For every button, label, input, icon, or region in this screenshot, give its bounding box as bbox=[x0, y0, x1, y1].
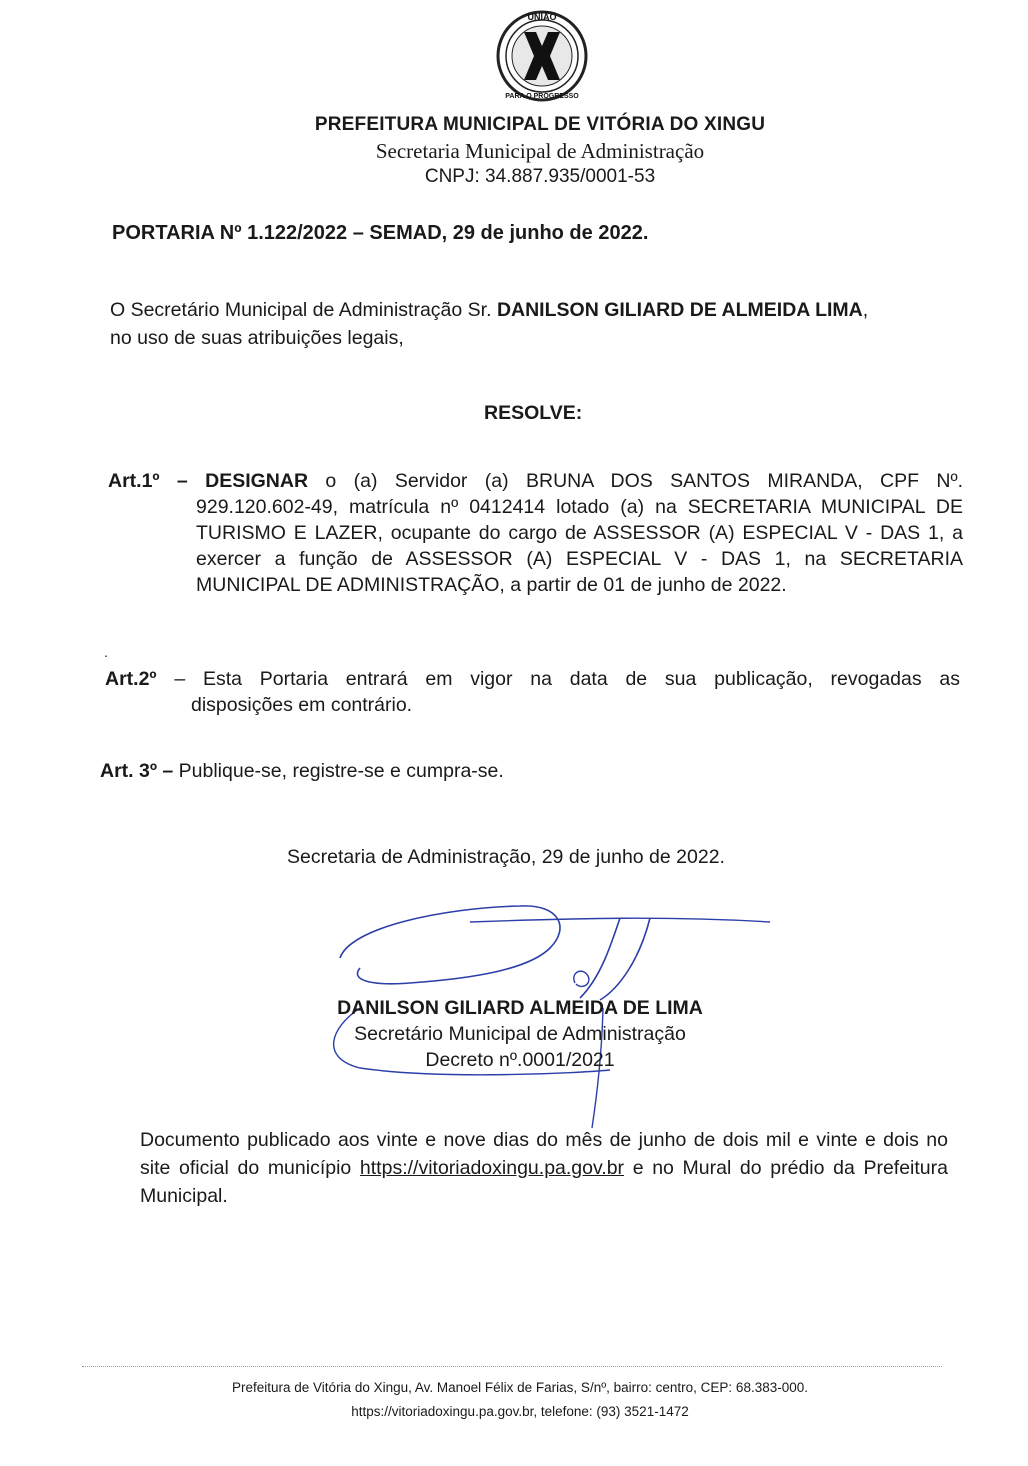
publication-text-before: Documento publicado aos vinte e nove dias do mês de junho de dois mil e vinte e dois no site oficial do município bbox=[140, 1129, 948, 1179]
article-3-label: Art. 3º – bbox=[100, 760, 174, 782]
article-2-body: disposições em contrário. bbox=[191, 694, 413, 716]
secretary-name: DANILSON GILIARD DE ALMEIDA LIMA bbox=[496, 299, 863, 321]
footer-divider bbox=[82, 1366, 942, 1367]
article-2 bbox=[105, 666, 960, 718]
signatory-decree: Decreto nº.0001/2021 bbox=[425, 1049, 615, 1071]
secretariat-subtitle: Secretaria Municipal de Administração bbox=[375, 139, 705, 163]
article-1 bbox=[108, 468, 963, 598]
signatory-role: Secretário Municipal de Administração bbox=[354, 1023, 686, 1045]
seal-bottom-text: PARA O PROGRESSO bbox=[505, 93, 579, 100]
resolve-heading: RESOLVE: bbox=[484, 402, 583, 424]
cnpj-line: CNPJ: 34.887.935/0001-53 bbox=[424, 166, 656, 187]
publication-text-after: e no Mural do prédio da Prefeitura Municipal. bbox=[140, 1157, 948, 1207]
stray-dot: . bbox=[104, 644, 108, 660]
intro-line2: no uso de suas atribuições legais, bbox=[110, 327, 404, 349]
article-3-text: Publique-se, registre-se e cumpra-se. bbox=[173, 760, 504, 782]
place-and-date: Secretaria de Administração, 29 de junho de 2022. bbox=[287, 846, 725, 868]
municipality-title: PREFEITURA MUNICIPAL DE VITÓRIA DO XINGU bbox=[314, 114, 766, 135]
article-1-label: Art.1º – bbox=[108, 470, 188, 492]
intro-paragraph bbox=[110, 296, 960, 352]
article-1-verb: DESIGNAR bbox=[205, 470, 309, 492]
publication-note bbox=[140, 1126, 948, 1210]
footer-contact: https://vitoriadoxingu.pa.gov.br, telefone: (93) 3521-1472 bbox=[351, 1404, 689, 1419]
article-2-label: Art.2º bbox=[105, 668, 157, 690]
footer bbox=[120, 1376, 920, 1424]
seal-top-text: UNIÃO bbox=[527, 12, 557, 22]
signatory-name: DANILSON GILIARD ALMEIDA DE LIMA bbox=[337, 997, 703, 1019]
article-2-first-line: – Esta Portaria entrará em vigor na data de sua publicação, revogadas as bbox=[174, 668, 960, 690]
municipality-site-link[interactable]: https://vitoriadoxingu.pa.gov.br bbox=[359, 1157, 625, 1179]
letterhead bbox=[240, 112, 840, 190]
article-1-first-line: o (a) Servidor (a) BRUNA DOS SANTOS MIRANDA, CPF Nº. bbox=[308, 470, 964, 492]
footer-address: Prefeitura de Vitória do Xingu, Av. Manoel Félix de Farias, S/nº, bairro: centro, CEP: 68.383-000. bbox=[232, 1380, 808, 1395]
article-3 bbox=[100, 758, 960, 784]
signature-block bbox=[300, 995, 740, 1073]
municipal-seal-icon bbox=[490, 6, 594, 106]
intro-lead: O Secretário Municipal de Administração Sr. bbox=[110, 299, 497, 321]
intro-comma: , bbox=[862, 299, 869, 321]
article-1-body: 929.120.602-49, matrícula nº 0412414 lotado (a) na SECRETARIA MUNICIPAL DE TURISMO E LAZER, ocupante do cargo de ASSESSOR (A) ESPECIAL V - DAS 1, a exercer a função de ASSESSOR (A) ESPECIAL V - DAS 1, na SECRETARIA MUNICIPAL DE ADMINISTRAÇÃO, a partir de 01 de junho de 2022. bbox=[196, 496, 963, 596]
portaria-title: PORTARIA Nº 1.122/2022 – SEMAD, 29 de junho de 2022. bbox=[112, 222, 649, 244]
